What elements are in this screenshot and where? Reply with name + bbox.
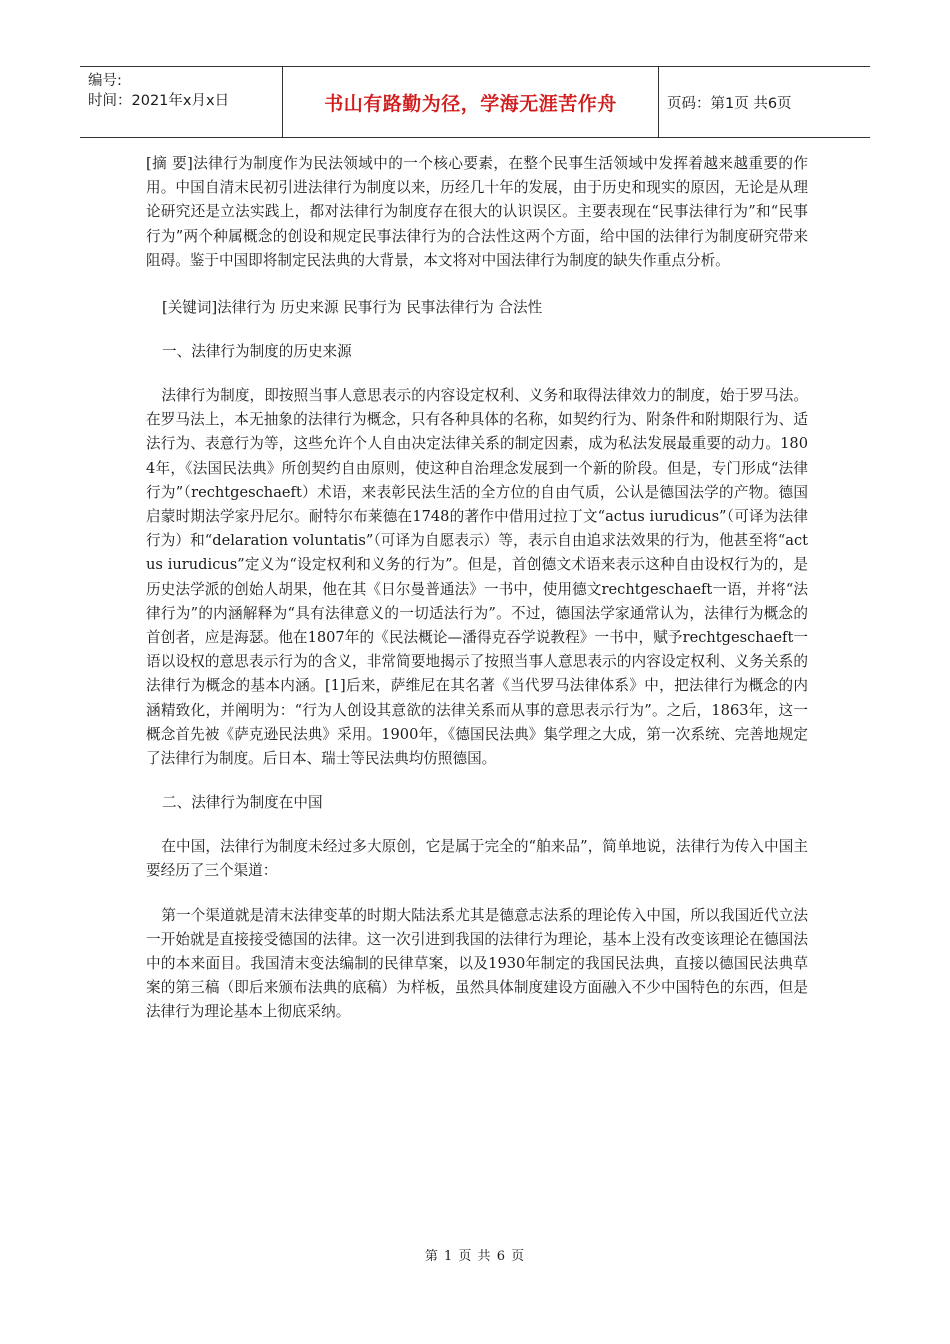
section-heading-1: 一、法律行为制度的历史来源 [162, 343, 352, 361]
document-body [146, 152, 808, 1025]
page-footer: 第 1 页 共 6 页 [424, 1249, 526, 1264]
document-number-label: 编号: [88, 73, 122, 89]
keywords-line: [关键词]法律行为 历史来源 民事行为 民事法律行为 合法性 [162, 299, 543, 317]
header-motto: 书山有路勤为径，学海无涯苦作舟 [283, 67, 659, 137]
section-heading-2: 二、法律行为制度在中国 [162, 794, 323, 812]
section-2-paragraph-2: 第一个渠道就是清末法律变革的时期大陆法系尤其是德意志法系的理论传入中国，所以我国近代立法一开始就是直接接受德国的法律。这一次引进到我国的法律行为理论，基本上没有改变该理论在德国法中的本来面目。我国清末变法编制的民律草案，以及1930年制定的我国民法典，直接以德国民法典草案的第三稿（即后来颁布法典的底稿）为样板，虽然具体制度建设方面融入不少中国特色的东西，但是法律行为理论基本上彻底采纳。 [146, 906, 808, 1021]
document-time-label: 时间：2021年x月x日 [88, 93, 230, 109]
section-2-paragraph-1: 在中国，法律行为制度未经过多大原创，它是属于完全的“舶来品”，简单地说，法律行为传入中国主要经历了三个渠道： [146, 838, 808, 880]
section-1-paragraph: 法律行为制度，即按照当事人意思表示的内容设定权利、义务和取得法律效力的制度，始于罗马法。在罗马法上，本无抽象的法律行为概念，只有各种具体的名称，如契约行为、附条件和附期限行为、适法行为、表意行为等，这些允许个人自由决定法律关系的制定因素，成为私法发展最重要的动力。1804年，《法国民法典》所创契约自由原则，使这种自治理念发展到一个新的阶段。但是，专门形成“法律行为”（rechtgeschaeft）术语，来表彰民法生活的全方位的自由气质，公认是德国法学的产物。德国启蒙时期法学家丹尼尔。耐特尔布莱德在1748的著作中借用过拉丁文“actus iurudicus”（可译为法律行为）和“delaration voluntatis”（可译为自愿表示）等，表示自由追求法效果的行为，他甚至将“actus iurudicus”定义为“设定权利和义务的行为”。但是，首创德文术语来表示这种自由设权行为的，是历史法学派的创始人胡果，他在其《日尔曼普通法》一书中，使用德文rechtgeschaeft一语，并将“法律行为”的内涵解释为“具有法律意义的一切适法行为”。不过，德国法学家通常认为，法律行为概念的首创者，应是海瑟。他在1807年的《民法概论—潘得克吞学说教程》一书中，赋予rechtgeschaeft一语以设权的意思表示行为的含义，非常简要地揭示了按照当事人意思表示的内容设定权利、义务关系的法律行为概念的基本内涵。[1]后来，萨维尼在其名著《当代罗马法律体系》中，把法律行为概念的内涵精致化，并阐明为：“行为人创设其意欲的法律关系而从事的意思表示行为”。之后，1863年，这一概念首先被《萨克逊民法典》采用。1900年，《德国民法典》集学理之大成，第一次系统、完善地规定了法律行为制度。后日本、瑞士等民法典均仿照德国。 [146, 387, 808, 768]
header-meta [80, 67, 283, 137]
abstract-paragraph: [摘 要]法律行为制度作为民法领域中的一个核心要素，在整个民事生活领域中发挥着越来越重要的作用。中国自清末民初引进法律行为制度以来，历经几十年的发展，由于历史和现实的原因，无论是从理论研究还是立法实践上，都对法律行为制度存在很大的认识误区。主要表现在“民事法律行为”和“民事行为”两个种属概念的创设和规定民事法律行为的合法性这两个方面，给中国的法律行为制度研究带来阻碍。鉴于中国即将制定民法典的大背景，本文将对中国法律行为制度的缺失作重点分析。 [146, 155, 808, 269]
page-header [80, 66, 870, 138]
header-page-number: 页码：第1页 共6页 [667, 95, 792, 112]
